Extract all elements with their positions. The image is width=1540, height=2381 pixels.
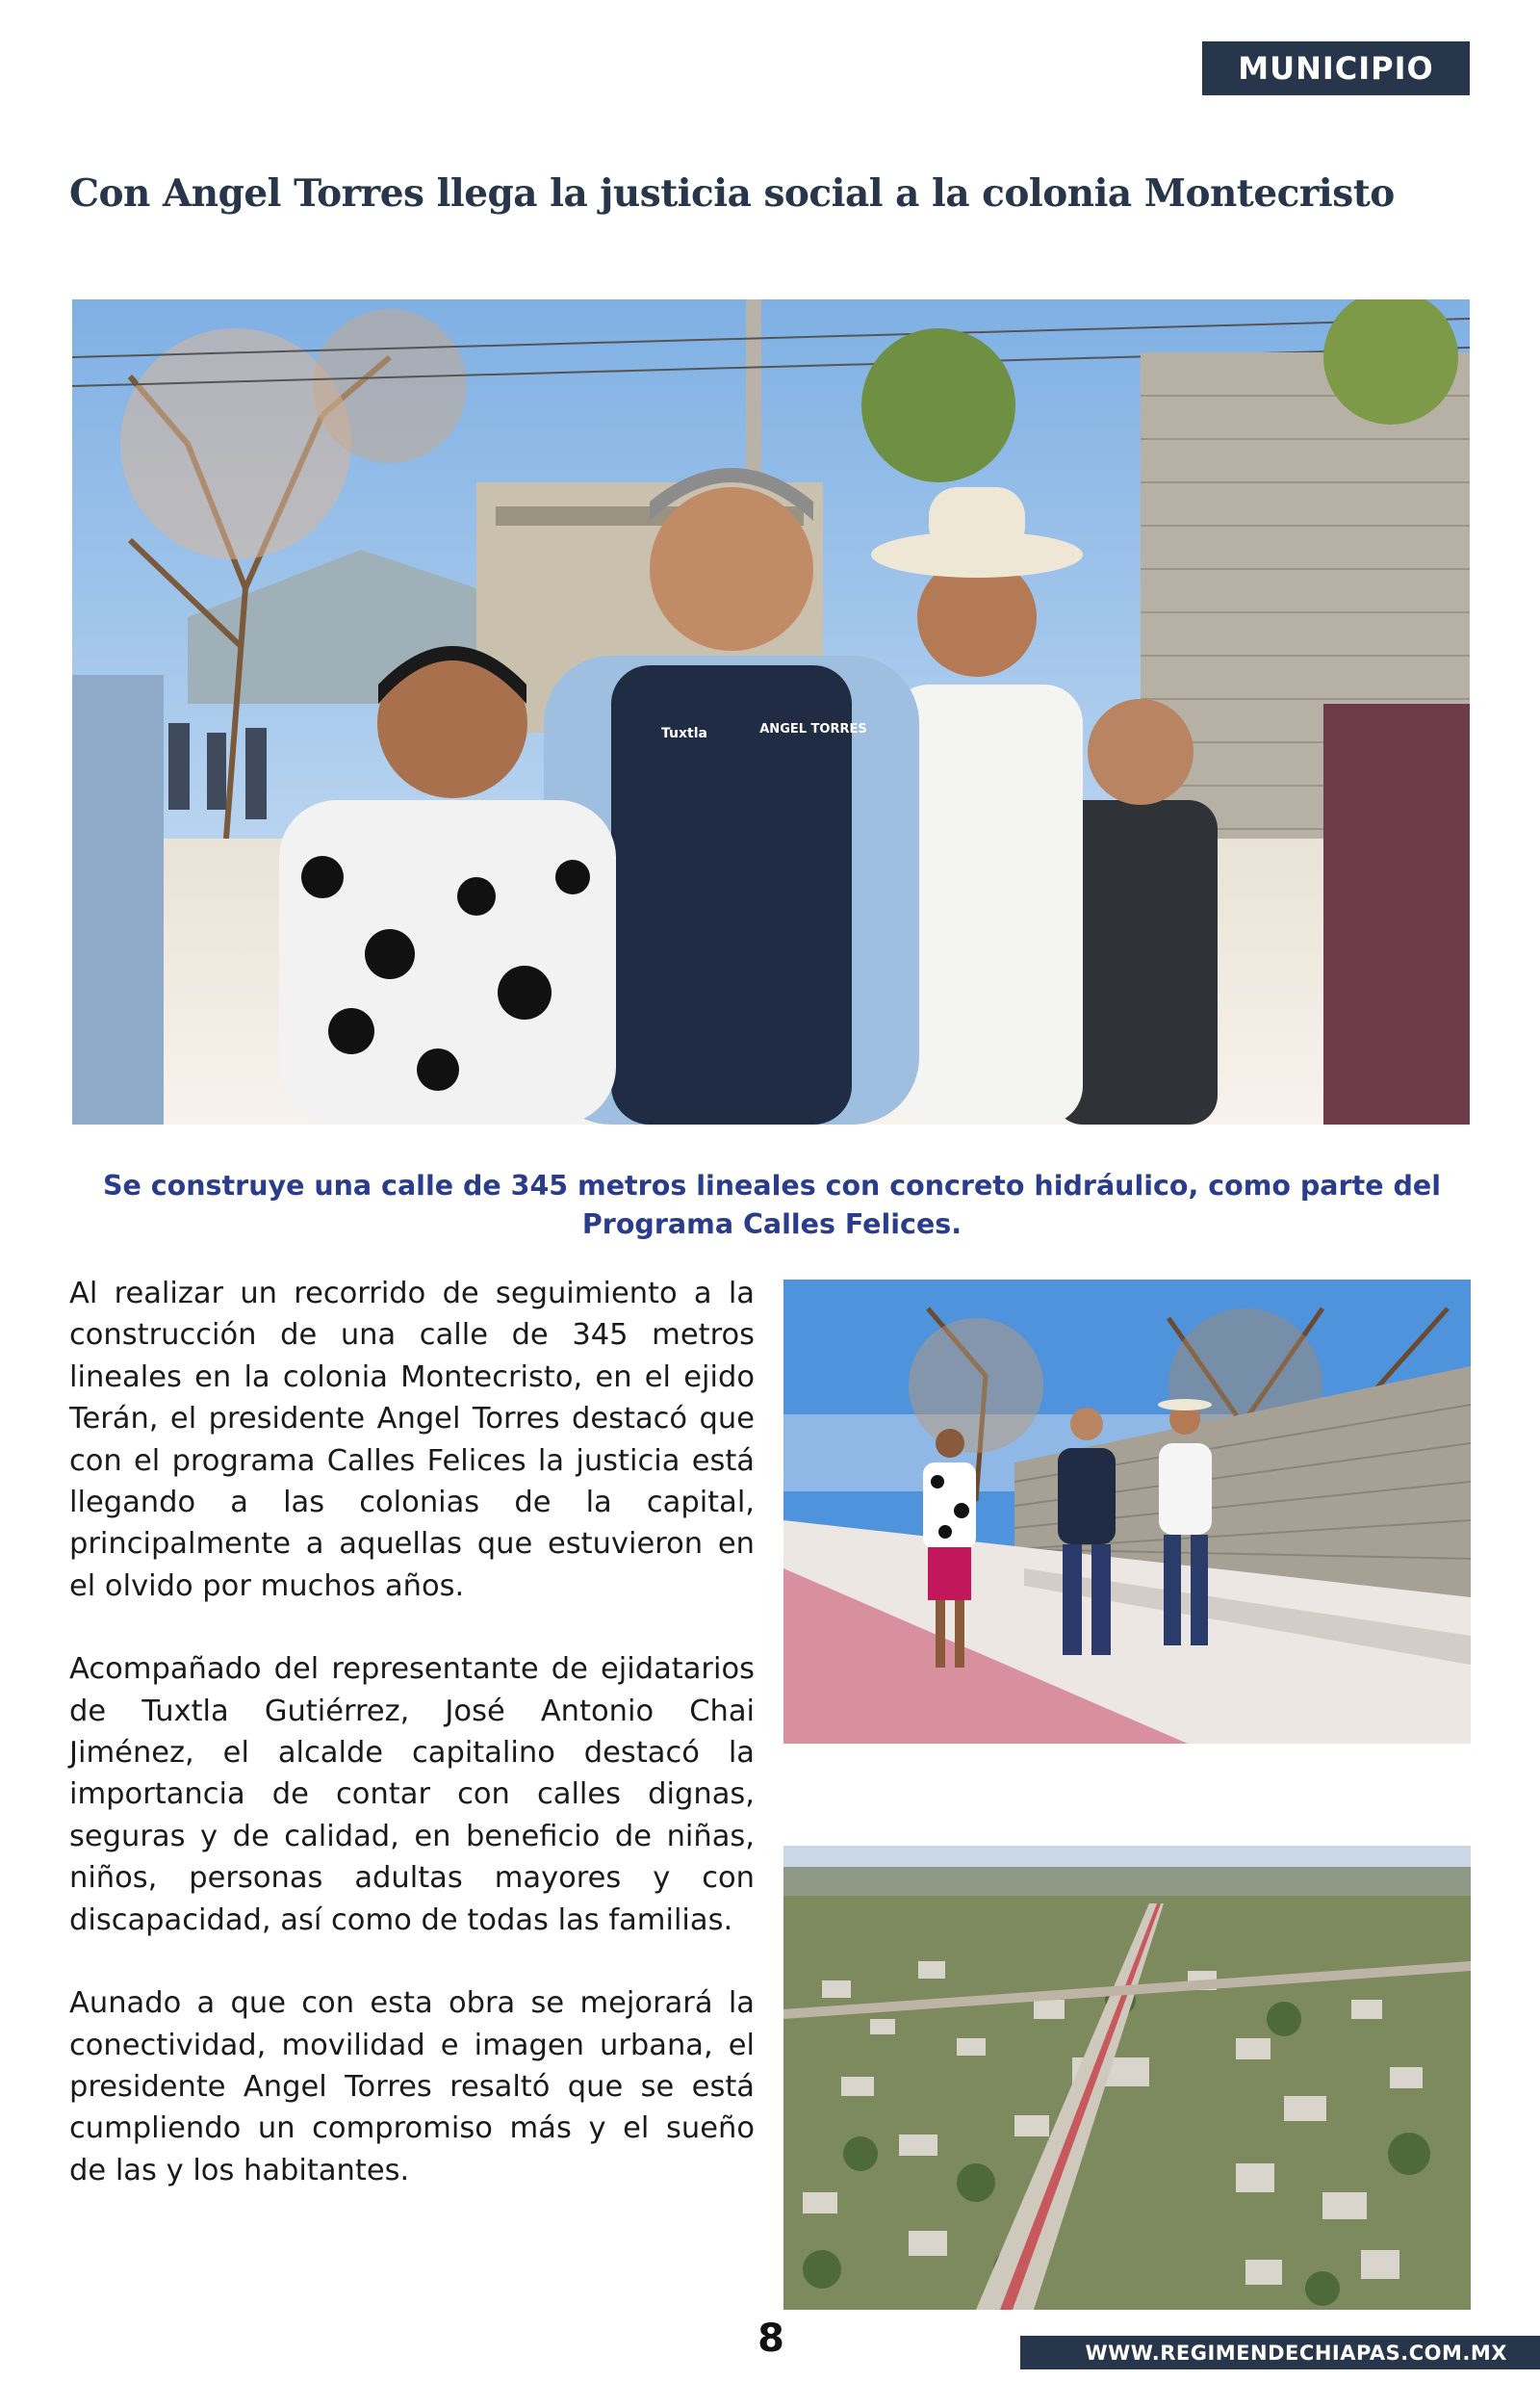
vest-name-text: ANGEL TORRES — [759, 722, 867, 737]
main-photo — [72, 299, 1470, 1125]
article-headline: Con Angel Torres llega la justicia social a la colonia Montecristo — [69, 171, 1395, 216]
paragraph: Aunado a que con esta obra se mejorará la conectividad, movilidad e imagen urbana, el presidente Angel Torres resaltó que se está cumpliendo un compromiso más y el sueño de las y los habitantes. — [69, 1986, 755, 2187]
article-body — [69, 1273, 755, 2233]
photo-caption: Se construye una calle de 345 metros lineales con concreto hidráulico, como parte del Programa Calles Felices. — [103, 1170, 1441, 1240]
street-walk-graphic — [783, 1280, 1471, 1744]
section-tag: MUNICIPIO — [1202, 41, 1470, 95]
paragraph: Acompañado del representante de ejidatarios de Tuxtla Gutiérrez, José Antonio Chai Jiménez, el alcalde capitalino destacó la importancia de contar con calles dignas, seguras y de calidad, en beneficio de niñas, niños, personas adultas mayores y con discapacidad, así como de todas las familias. — [69, 1652, 755, 1937]
aerial-graphic — [783, 1846, 1471, 2310]
main-photo-graphic — [72, 299, 1470, 1125]
paragraph: Al realizar un recorrido de seguimiento a la construcción de una calle de 345 metros lineales en la colonia Montecristo, en el ejido Terán, el presidente Angel Torres destacó que con el programa Calles Felices la justicia está llegando a las colonias de la capital, principalmente a aquellas que estuvieron en el olvido por muchos años. — [69, 1277, 755, 1603]
street-walk-photo — [783, 1280, 1471, 1744]
website-link[interactable]: WWW.REGIMENDECHIAPAS.COM.MX — [1020, 2336, 1540, 2369]
page-number: 8 — [757, 2316, 784, 2361]
aerial-photo — [783, 1846, 1471, 2310]
vest-logo-text: Tuxtla — [661, 726, 707, 741]
